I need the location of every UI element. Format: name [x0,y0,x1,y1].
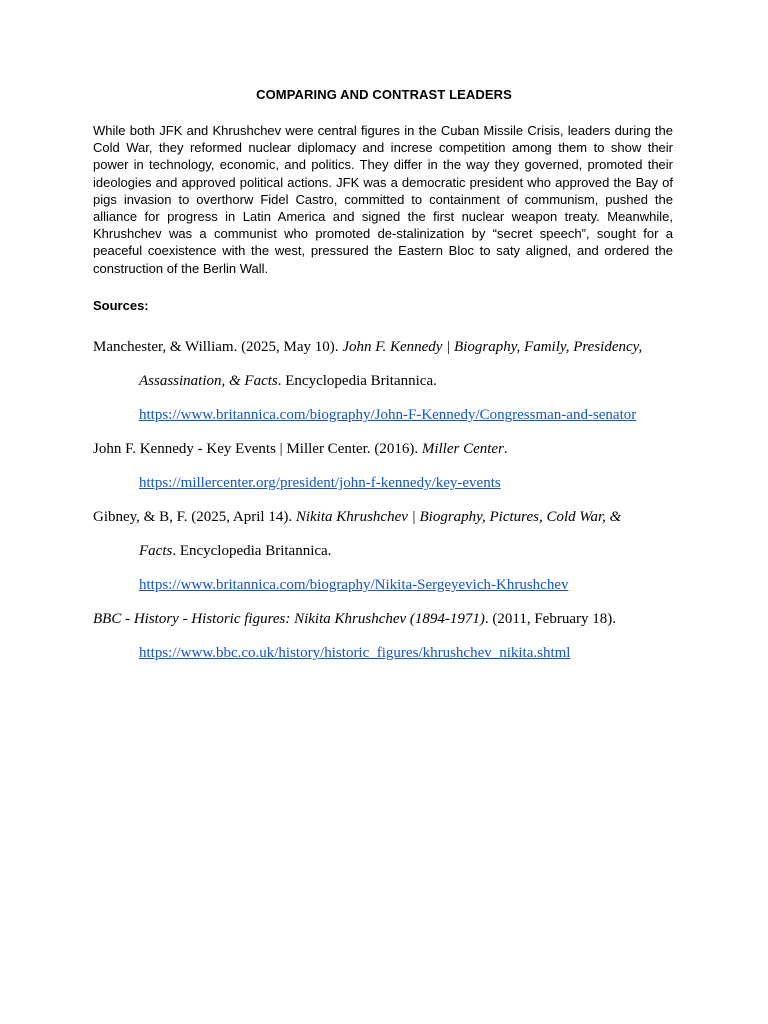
reference-3-line-1 [93,500,683,534]
reference-2-link[interactable]: https://millercenter.org/president/john-f-kennedy/key-events [139,475,501,491]
reference-2-title-end: . [503,441,508,457]
reference-4-link[interactable]: https://www.bbc.co.uk/history/historic_figures/khrushchev_nikita.shtml [139,645,571,661]
reference-3-link[interactable]: https://www.britannica.com/biography/Nikita-Sergeyevich-Khrushchev [139,577,569,593]
reference-1-line-2 [93,364,683,398]
reference-2-title: Miller Center [421,441,504,457]
reference-4-url-line [93,636,683,670]
reference-3-author: Gibney, & B, F. (2025, April 14). [93,509,296,525]
reference-3-url-line [93,568,683,602]
reference-3-publisher: . Encyclopedia Britannica. [172,543,332,559]
reference-4-title: BBC - History - Historic figures: Nikita Khrushchev (1894-1971) [93,611,485,627]
reference-4-line-1 [93,602,683,636]
reference-1-author: Manchester, & William. (2025, May 10). [93,339,343,355]
reference-2-line-1 [93,432,683,466]
reference-1-title-part2: Assassination, & Facts [139,373,278,389]
reference-1-publisher: . Encyclopedia Britannica. [277,373,437,389]
reference-3-title-part1: Nikita Khrushchev | Biography, Pictures, Cold War, & [295,509,622,525]
reference-3-title-part2: Facts [139,543,173,559]
reference-2-url-line [93,466,683,500]
reference-3-line-2 [93,534,683,568]
body-paragraph: While both JFK and Khrushchev were central figures in the Cuban Missile Crisis, leaders during the Cold War, they reformed nuclear diplomacy and increse competition among them to show their power in technology, economic, and politics. They differ in the way they governed, promoted their ideologies and approved political actions. JFK was a democratic president who approved the Bay of pigs invasion to overthorw Fidel Castro, committed to containment of communism, pushed the alliance for progress in Latin America and signed the first nuclear weapon treaty. Meanwhile, Khrushchev was a communist who promoted de-stalinization by “secret speech”, sought for a peaceful coexistence with the west, pressured the Eastern Bloc to saty aligned, and ordered the construction of the Berlin Wall. [93,123,673,276]
reference-2-author: John F. Kennedy - Key Events | Miller Center. (2016). [93,441,422,457]
reference-list [93,330,683,670]
reference-1-line-1 [93,330,683,364]
sources-heading: Sources: [93,298,149,313]
document-title: COMPARING AND CONTRAST LEADERS [256,87,512,102]
reference-1-link[interactable]: https://www.britannica.com/biography/John-F-Kennedy/Congressman-and-senator [139,407,637,423]
reference-4-date: . (2011, February 18). [484,611,616,627]
reference-1-url-line [93,398,683,432]
reference-1-title-part1: John F. Kennedy | Biography, Family, Presidency, [342,339,643,355]
